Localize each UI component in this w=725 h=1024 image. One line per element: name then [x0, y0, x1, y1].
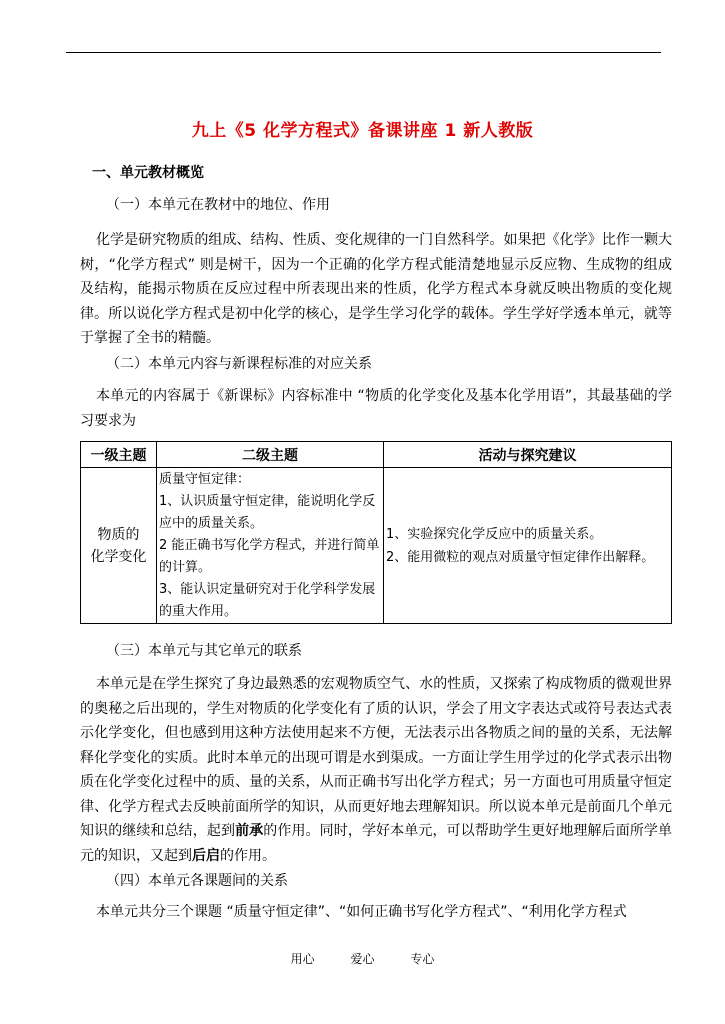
paragraph-position-role: 化学是研究物质的组成、结构、性质、变化规律的一门自然科学。如果把《化学》比作一颗大树，“化学方程式” 则是树干，因为一个正确的化学方程式能清楚地显示反应物、生成物的组成及结构，能揭示物质在反应过程中所表现出来的性质，化学方程式本身就反映出物质的变化规律。所以说化学方程式是初中化学的核心，是学生学习化学的载体。学生学好学透本单元，就等于掌握了全书的精髓。 — [80, 232, 672, 346]
table-header-level1: 一级主题 — [81, 442, 157, 468]
subheading-curriculum-standard: （二）本单元内容与新课程标准的对应关系 — [106, 356, 372, 372]
table-cell-level1: 物质的 化学变化 — [81, 468, 157, 624]
table-header-activities: 活动与探究建议 — [384, 442, 672, 468]
paragraph-topic-relations: 本单元共分三个课题 “质量守恒定律”、“如何正确书写化学方程式”、“利用化学方程式 — [96, 904, 627, 920]
emphasis-houqi: 后启 — [192, 847, 220, 864]
table-cell-activities: 1、实验探究化学反应中的质量关系。 2、能用微粒的观点对质量守恒定律作出解释。 — [384, 468, 672, 624]
subheading-topic-relations: （四）本单元各课题间的关系 — [106, 873, 288, 889]
page-footer — [0, 950, 725, 967]
footer-word: 用心 — [290, 952, 315, 966]
paragraph-curriculum-standard: 本单元的内容属于《新课标》内容标准中 “物质的化学变化及基本化学用语”，其最基础的学习要求为 — [80, 388, 672, 429]
subheading-position-role: （一）本单元在教材中的地位、作用 — [106, 197, 330, 213]
footer-word: 爱心 — [350, 952, 375, 966]
curriculum-standard-table — [80, 441, 672, 624]
header-rule — [66, 52, 661, 53]
emphasis-qiancheng: 前承 — [235, 823, 264, 839]
section-heading-overview: 一、单元教材概览 — [92, 165, 204, 181]
footer-word: 专心 — [410, 952, 435, 966]
paragraph-unit-connections: 本单元是在学生探究了身边最熟悉的宏观物质空气、水的性质，又探索了构成物质的微观世界的奥秘之后出现的，学生对物质的化学变化有了质的认识，学会了用文字表达式或符号表达式表示化学变化，但也感到用这种方法使用起来不方便，无法表示出各物质之间的量的关系，无法解释化学变化的实质。此时本单元的出现可谓是水到渠成。一方面让学生用学过的化学式表示出物质在化学变化过程中的质、量的关系，从而正确书写出化学方程式；另一方面也可用质量守恒定律、化学方程式去反映前面所学的知识，从而更好地去理解知识。所以说本单元是前面几个单元知识的继续和总结，起到前承的作用。同时，学好本单元，可以帮助学生更好地理解后面所学单元的知识，又起到后启的作用。 — [80, 676, 673, 864]
subheading-unit-connections: （三）本单元与其它单元的联系 — [106, 643, 302, 659]
table-header-level2: 二级主题 — [157, 442, 384, 468]
table-header-row — [81, 442, 672, 468]
table-cell-level2: 质量守恒定律： 1、认识质量守恒定律，能说明化学反应中的质量关系。 2 能正确书写化学方程式，并进行简单的计算。 3、能认识定量研究对于化学科学发展的重大作用。 — [157, 468, 384, 624]
document-title: 九上《5 化学方程式》备课讲座 1 新人教版 — [191, 121, 534, 141]
table-row — [81, 468, 672, 624]
